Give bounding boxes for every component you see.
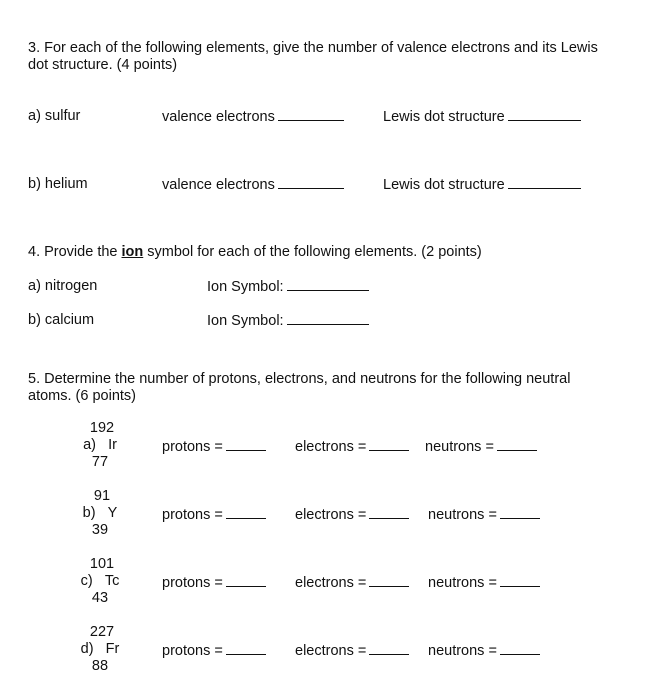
electrons-label: electrons = (295, 439, 367, 455)
neutrons-field[interactable] (425, 438, 537, 455)
electrons-label: electrons = (295, 507, 367, 523)
protons-label: protons = (162, 575, 223, 591)
isotope-notation (70, 488, 130, 539)
protons-field[interactable] (162, 642, 266, 659)
q4-ion-field[interactable] (207, 312, 369, 329)
electrons-field[interactable] (295, 642, 409, 659)
item-letter: a) (83, 437, 96, 453)
neutrons-field[interactable] (428, 642, 540, 659)
electrons-label: electrons = (295, 575, 367, 591)
electrons-field[interactable] (295, 438, 409, 455)
electrons-field[interactable] (295, 506, 409, 523)
atomic-number: 77 (91, 454, 109, 470)
q4-item-label: a) nitrogen (28, 278, 98, 294)
atomic-number: 88 (91, 658, 109, 674)
q3-lewis-field[interactable] (383, 176, 581, 193)
protons-field[interactable] (162, 574, 266, 591)
q5-title-line1: 5. Determine the number of protons, electrons, and neutrons for the following neutral (28, 371, 571, 387)
q4-title-pre: 4. Provide the (28, 244, 122, 260)
q4-title-ion: ion (121, 244, 144, 260)
isotope-notation (70, 420, 130, 471)
q3-lewis-field[interactable] (383, 108, 581, 125)
neutrons-label: neutrons = (428, 643, 497, 659)
q5-title-line2: atoms. (6 points) (28, 388, 136, 404)
atomic-number: 43 (91, 590, 109, 606)
q3-item-label: b) helium (28, 176, 88, 192)
isotope-row (70, 505, 130, 522)
atomic-number: 39 (91, 522, 109, 538)
isotope-notation (70, 624, 130, 675)
item-letter: c) (80, 573, 93, 589)
isotope-row (70, 437, 130, 454)
ion-label: Ion Symbol: (207, 279, 284, 295)
lewis-label: Lewis dot structure (383, 177, 505, 193)
neutrons-field[interactable] (428, 574, 540, 591)
mass-number: 227 (89, 624, 115, 640)
isotope-row (70, 641, 130, 658)
neutrons-label: neutrons = (425, 439, 494, 455)
protons-field[interactable] (162, 506, 266, 523)
q3-valence-field[interactable] (162, 176, 344, 193)
q3-item-label: a) sulfur (28, 108, 81, 124)
neutrons-label: neutrons = (428, 575, 497, 591)
protons-label: protons = (162, 643, 223, 659)
protons-label: protons = (162, 507, 223, 523)
mass-number: 91 (93, 488, 111, 504)
item-letter: b) (82, 505, 96, 521)
protons-label: protons = (162, 439, 223, 455)
valence-label: valence electrons (162, 177, 275, 193)
lewis-label: Lewis dot structure (383, 109, 505, 125)
isotope-notation (70, 556, 130, 607)
ion-label: Ion Symbol: (207, 313, 284, 329)
item-letter: d) (80, 641, 94, 657)
q3-title-line1: 3. For each of the following elements, give the number of valence electrons and its Lewis (28, 40, 598, 56)
element-symbol: Fr (105, 641, 120, 657)
electrons-label: electrons = (295, 643, 367, 659)
valence-label: valence electrons (162, 109, 275, 125)
q3-valence-field[interactable] (162, 108, 344, 125)
mass-number: 101 (89, 556, 115, 572)
element-symbol: Tc (104, 573, 120, 589)
q3-title-line2: dot structure. (4 points) (28, 57, 178, 73)
protons-field[interactable] (162, 438, 266, 455)
q4-ion-field[interactable] (207, 278, 369, 295)
electrons-field[interactable] (295, 574, 409, 591)
mass-number: 192 (89, 420, 115, 436)
q4-title-post: symbol for each of the following elements. (2 points) (143, 244, 482, 260)
neutrons-label: neutrons = (428, 507, 497, 523)
isotope-row (70, 573, 130, 590)
q4-title (28, 244, 482, 260)
neutrons-field[interactable] (428, 506, 540, 523)
element-symbol: Y (107, 505, 118, 521)
q4-item-label: b) calcium (28, 312, 95, 328)
element-symbol: Ir (108, 437, 117, 453)
